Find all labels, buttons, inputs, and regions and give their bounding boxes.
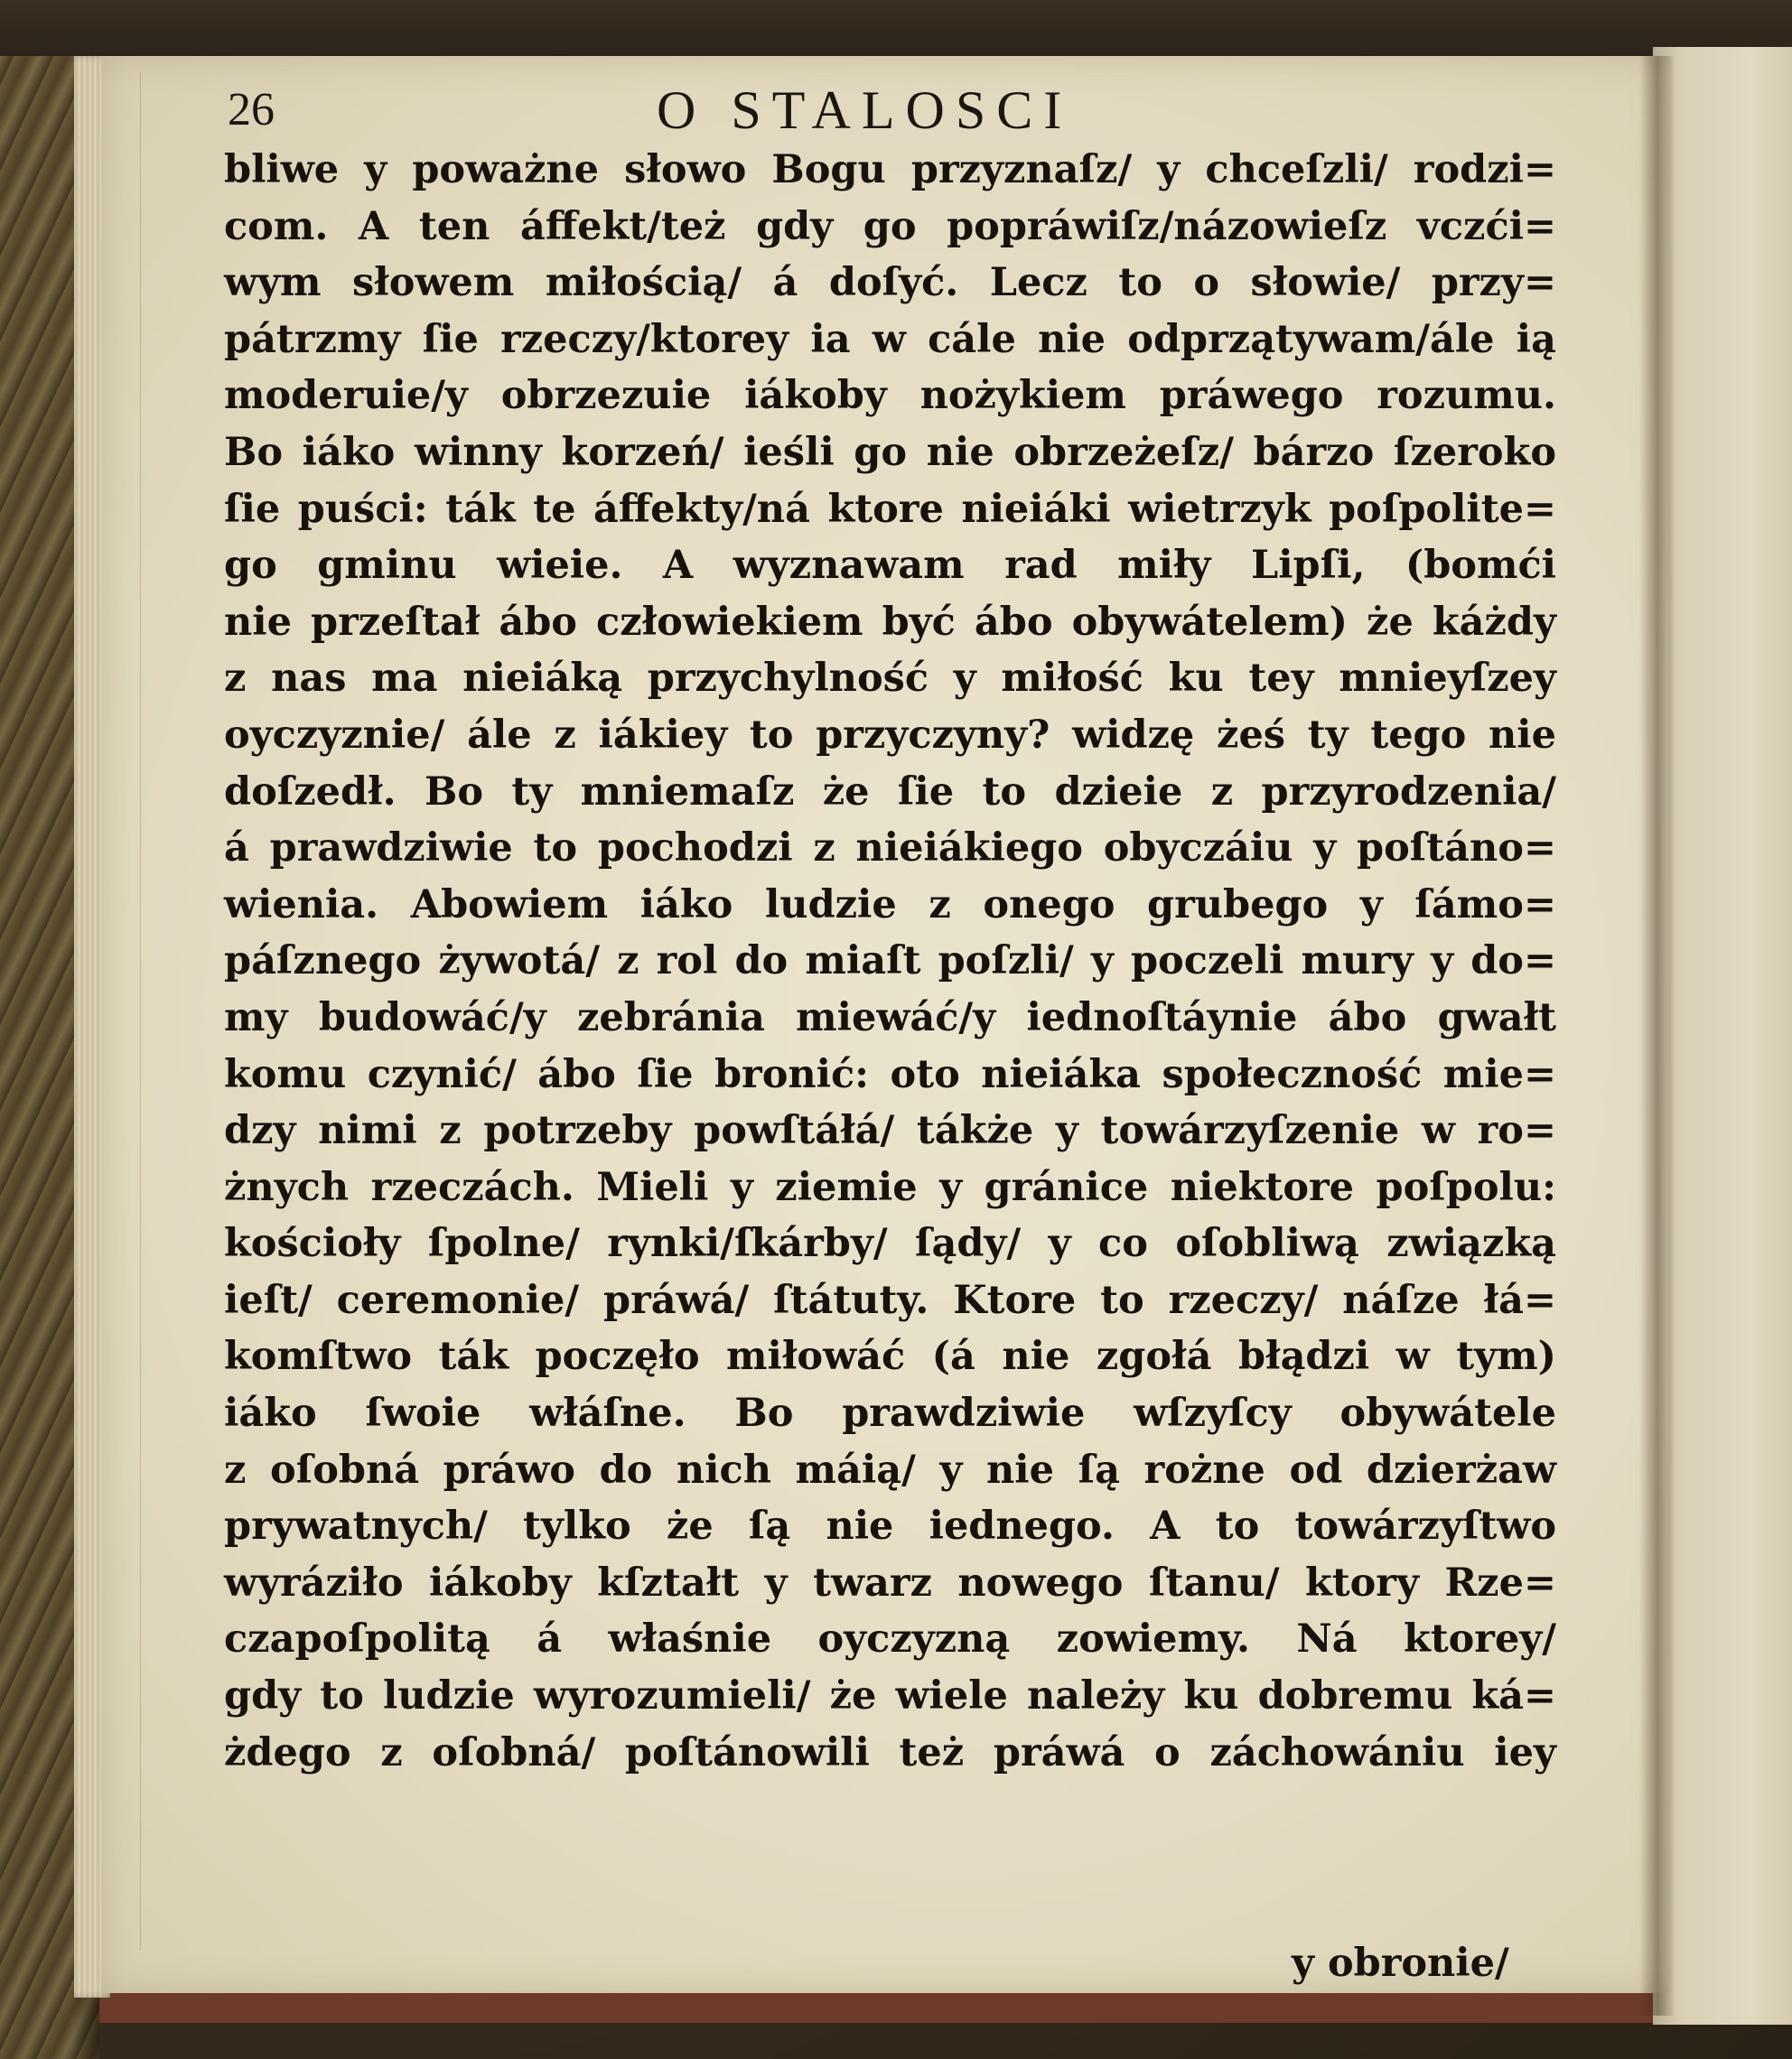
text-line: z oſobná práwo do nich máią/ y nie ſą rożne od dzierżaw xyxy=(224,1447,1556,1493)
margin-rule xyxy=(140,72,141,1951)
text-line: wym słowem miłością/ á doſyć. Lecz to o słowie/ przy= xyxy=(224,260,1556,306)
text-line: czapoſpolitą á właśnie oyczyzną zowiemy. Ná ktorey/ xyxy=(224,1616,1556,1663)
text-line: moderuie/y obrzezuie iákoby nożykiem práwego rozumu. xyxy=(224,373,1556,419)
text-line: doſzedł. Bo ty mniemaſz że ſie to dzieie z przyrodzenia/ xyxy=(224,769,1556,815)
body-text xyxy=(224,142,1556,1781)
text-line: wienia. Abowiem iáko ludzie z onego grubego y ſámo= xyxy=(224,881,1556,927)
text-line: á prawdziwie to pochodzi z nieiákiego obyczáiu y poſtáno= xyxy=(224,825,1556,871)
page-header xyxy=(228,74,1564,146)
text-line: nie przeſtał ábo człowiekiem być ábo obywátelem) że káżdy xyxy=(224,599,1556,645)
gutter-shadow xyxy=(1639,56,1675,2016)
text-line: gdy to ludzie wyrozumieli/ że wiele należy ku dobremu ká= xyxy=(224,1673,1556,1719)
binding-top xyxy=(0,0,1792,56)
text-line: páſznego żywotá/ z rol do miaſt poſzli/ y poczeli mury y do= xyxy=(224,938,1556,984)
text-line: żdego z oſobná/ poſtánowili też práwá o záchowániu iey xyxy=(224,1729,1556,1775)
page-number: 26 xyxy=(228,84,275,135)
text-line: z nas ma nieiáką przychylność y miłość ku tey mnieyſzey xyxy=(224,656,1556,702)
text-line: bliwe y poważne słowo Bogu przyznaſz/ y chceſzli/ rodzi= xyxy=(224,147,1556,192)
text-line: kościoły ſpolne/ rynki/ſkárby/ ſądy/ y co oſobliwą związką xyxy=(224,1221,1556,1267)
text-line: my budowáć/y zebránia miewáć/y iednoſtáynie ábo gwałt xyxy=(224,994,1556,1040)
text-line: com. A ten áffekt/też gdy go popráwiſz/názowieſz vczći= xyxy=(224,203,1556,249)
text-line: iáko ſwoie włáſne. Bo prawdziwie wſzyſcy obywátele xyxy=(224,1391,1556,1437)
text-line: żnych rzeczách. Mieli y ziemie y gránice niektore poſpolu: xyxy=(224,1164,1556,1210)
text-line: dzy nimi z potrzeby powſtáłá/ tákże y towárzyſzenie w ro= xyxy=(224,1108,1556,1154)
catchword: y obronie/ xyxy=(1292,1941,1509,1986)
text-line: prywatnych/ tylko że ſą nie iednego. A to towárzyſtwo xyxy=(224,1504,1556,1550)
text-line: oyczyznie/ ále z iákiey to przyczyny? widzę żeś ty tego nie xyxy=(224,712,1556,758)
text-line: ieſt/ ceremonie/ práwá/ ſtátuty. Ktore to rzeczy/ náſze łá= xyxy=(224,1277,1556,1323)
running-head: O STALOSCI xyxy=(657,80,1073,140)
text-line: wyráziło iákoby kſztałt y twarz nowego ſtanu/ ktory Rze= xyxy=(224,1560,1556,1606)
text-line: ſie puści: ták te áffekty/ná ktore nieiáki wietrzyk poſpolite= xyxy=(224,486,1556,532)
text-line: go gminu wieie. A wyznawam rad miły Lipſi, (bomći xyxy=(224,543,1556,589)
text-line: komu czynić/ ábo ſie bronić: oto nieiáka społeczność mie= xyxy=(224,1051,1556,1097)
text-line: komſtwo ták poczęło miłowáć (á nie zgołá błądzi w tym) xyxy=(224,1334,1556,1380)
text-line: Bo iáko winny korzeń/ ieśli go nie obrzeżeſz/ bárzo ſzeroko xyxy=(224,429,1556,475)
text-line: pátrzmy ſie rzeczy/ktorey ia w cále nie odprzątywam/ále ią xyxy=(224,316,1556,362)
